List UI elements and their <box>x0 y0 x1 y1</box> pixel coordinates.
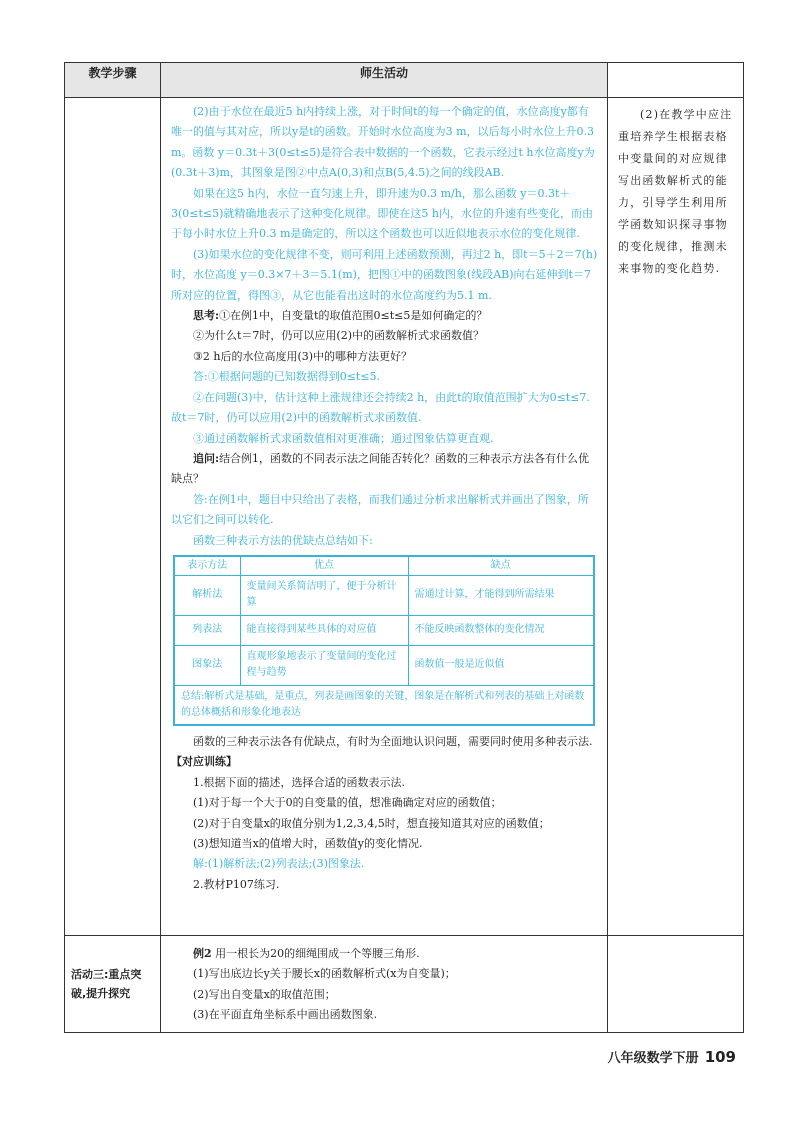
summary-row <box>174 645 594 685</box>
summary-note: 总结:解析式是基础，是重点，列表是画图象的关键，图象是在解析式和列表的基础上对函数的总体概括和形象化地表达 <box>174 685 594 725</box>
answer-paragraph-2: (2)由于水位在最近5 h内持续上涨，对于时间t的每一个确定的值，水位高度y都有唯一的值与其对应，所以y是t的函数。开始时水位高度为3 m，以后每小时水位上升0.3 m。函数 y＝0.3t＋3(0≤t≤5)是符合表中数据的一个函数，它表示经过t h水位高度y为(0.3t＋3)m，其图象是图②中点A(0,3)和点B(5,4.5)之间的线段AB. <box>171 105 595 180</box>
practice-question-2: 2.教材P107练习. <box>193 877 280 891</box>
practice-answer: 解:(1)解析法;(2)列表法;(3)图象法. <box>193 857 365 871</box>
summary-header-row <box>174 556 594 576</box>
summary-method: 图象法 <box>174 645 240 685</box>
summary-method: 解析法 <box>174 575 240 615</box>
practice-question-1: 1.根据下面的描述，选择合适的函数表示法. <box>193 775 405 789</box>
followup-label: 追问: <box>193 451 220 465</box>
step-cell-empty <box>65 98 161 936</box>
think-answer-1: 答:①根据问题的已知数据得到0≤t≤5. <box>193 370 381 384</box>
summary-note-row <box>174 685 594 725</box>
activity-cell-example-2 <box>161 936 608 1033</box>
summary-row <box>174 575 594 615</box>
table-header-row <box>65 63 744 98</box>
summary-row <box>174 615 594 645</box>
practice-item-3: (3)想知道当x的值增大时，函数值y的变化情况. <box>193 836 423 850</box>
think-answer-2: ②在问题(3)中，估计这种上涨规律还会持续2 h，由此t的取值范围扩大为0≤t≤7.故t＝7时，仍可以应用(2)中的函数解析式求函数值. <box>171 390 590 425</box>
summary-pros: 直观形象地表示了变量间的变化过程与趋势 <box>240 645 408 685</box>
summary-table <box>173 555 595 726</box>
answer-paragraph-3: (3)如果水位的变化规律不变，则可利用上述函数预测，再过2 h，即t＝5＋2＝7(h)时，水位高度 y＝0.3×7＋3＝5.1(m)，把图①中的函数图象(线段AB)向右延伸到t＝7所对应的位置，得图③，从它也能看出这时的水位高度约为5.1 m. <box>171 247 598 302</box>
summary-header-pros: 优点 <box>240 556 408 576</box>
think-question-2: ②为什么t＝7时，仍可以应用(2)中的函数解析式求函数值？ <box>193 329 484 343</box>
lesson-table-wrapper <box>64 62 743 1033</box>
teaching-note: (2)在教学中应注重培养学生根据表格中变量间的对应规律写出函数解析式的能力，引导学生利用所学函数知识探寻事物的变化规律，推测未来事物的变化趋势. <box>618 108 733 275</box>
table-row <box>65 936 744 1033</box>
practice-item-1: (1)对于每一个大于0的自变量的值，想准确确定对应的函数值； <box>193 796 502 810</box>
page-footer <box>608 1047 736 1066</box>
header-activities: 师生活动 <box>161 63 608 98</box>
note-cell <box>608 98 744 936</box>
followup-answer: 答:在例1中，题目中只给出了表格，而我们通过分析求出解析式并画出了图象，所以它们之间可以转化. <box>171 492 589 527</box>
step-cell-activity-3: 活动三:重点突破,提升探究 <box>65 936 161 1033</box>
lesson-table <box>64 62 744 1033</box>
think-label: 思考: <box>193 309 220 323</box>
summary-pros: 变量间关系简洁明了，便于分析计算 <box>240 575 408 615</box>
example-2-q1: (1)写出底边长y关于腰长x的函数解析式(x为自变量)； <box>193 967 456 981</box>
practice-title: 【对应训练】 <box>171 755 237 769</box>
summary-header-method: 表示方法 <box>174 556 240 576</box>
think-question-1: 思考:①在例1中，自变量t的取值范围0≤t≤5是如何确定的？ <box>193 309 488 323</box>
note-cell-empty <box>608 936 744 1033</box>
summary-header-cons: 缺点 <box>408 556 594 576</box>
example-2-label: 例2 <box>193 947 212 960</box>
summary-pros: 能直接得到某些具体的对应值 <box>240 615 408 645</box>
summary-cons: 需通过计算，才能得到所需结果 <box>408 575 594 615</box>
example-2-q2: (2)写出自变量x的取值范围； <box>193 987 336 1001</box>
header-notes <box>608 63 744 98</box>
example-2-stem: 例2 用一根长为20的细绳围成一个等腰三角形. <box>193 947 420 960</box>
summary-intro: 函数三种表示方法的优缺点总结如下: <box>193 533 373 547</box>
closing-paragraph: 函数的三种表示法各有优缺点，有时为全面地认识问题，需要同时使用多种表示法. <box>193 734 593 748</box>
summary-cons: 不能反映函数整体的变化情况 <box>408 615 594 645</box>
think-answer-3: ③通过函数解析式求函数值相对更准确；通过图象估算更直观. <box>193 431 494 445</box>
page-number: 109 <box>704 1048 736 1066</box>
answer-paragraph-uniform: 如果在这5 h内，水位一直匀速上升，即升速为0.3 m/h，那么函数 y＝0.3t＋3(0≤t≤5)就精确地表示了这种变化规律。即使在这5 h内，水位的升速有些变化，而由于每小时水位上升0.3 m是确定的，所以这个函数也可以近似地表示水位的变化规律. <box>171 186 594 241</box>
followup-question: 追问:结合例1，函数的不同表示法之间能否转化？函数的三种表示方法各有什么优缺点？ <box>171 451 590 486</box>
book-title: 八年级数学下册 <box>607 1051 699 1066</box>
activity-cell <box>161 98 608 936</box>
practice-item-2: (2)对于自变量x的取值分别为1,2,3,4,5时，想直接知道其对应的函数值； <box>193 816 550 830</box>
summary-method: 列表法 <box>174 615 240 645</box>
header-teaching-steps: 教学步骤 <box>65 63 161 98</box>
summary-cons: 函数值一般是近似值 <box>408 645 594 685</box>
example-2-q3: (3)在平面直角坐标系中画出函数图象. <box>193 1008 378 1022</box>
table-row <box>65 98 744 936</box>
think-question-3: ③2 h后的水位高度用(3)中的哪种方法更好？ <box>193 349 413 363</box>
